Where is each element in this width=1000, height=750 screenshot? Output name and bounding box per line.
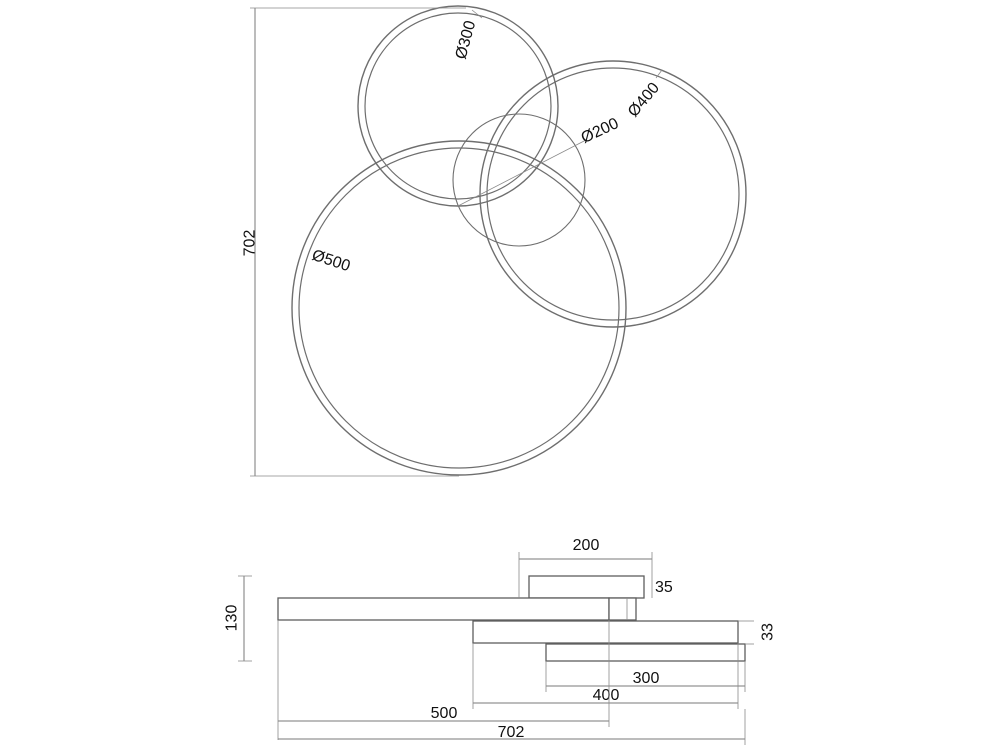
height-label-35: 35 bbox=[655, 579, 673, 596]
height-label-130: 130 bbox=[223, 604, 241, 632]
center-disc-diameter-label: Ø200 bbox=[578, 115, 622, 147]
ring-small-diameter-label: Ø300 bbox=[452, 18, 480, 62]
ring-300-bar bbox=[546, 644, 745, 661]
width-label-702: 702 bbox=[497, 724, 525, 741]
ring-500-bar bbox=[278, 598, 609, 620]
connector-block bbox=[609, 598, 636, 620]
height-dimension-130 bbox=[224, 576, 253, 661]
ring-400-bar bbox=[473, 621, 738, 643]
width-label-300: 300 bbox=[632, 670, 660, 687]
height-label-702: 702 bbox=[241, 229, 259, 257]
ring-right bbox=[480, 61, 746, 327]
width-dimension-702 bbox=[278, 709, 745, 745]
top-view bbox=[242, 6, 747, 476]
width-label-400: 400 bbox=[592, 687, 620, 704]
ring-large-diameter-label: Ø500 bbox=[309, 246, 353, 276]
height-label-33: 33 bbox=[759, 623, 777, 641]
height-dimension-33 bbox=[738, 621, 777, 644]
width-dimension-300 bbox=[546, 661, 745, 692]
width-label-500: 500 bbox=[430, 705, 458, 722]
ring-large bbox=[292, 141, 626, 475]
disc-leader-line bbox=[458, 140, 586, 206]
side-view bbox=[224, 537, 777, 745]
ring-right-diameter-label: Ø400 bbox=[624, 79, 664, 121]
top-piece bbox=[529, 576, 644, 598]
height-dimension-702 bbox=[242, 8, 467, 476]
width-label-200: 200 bbox=[572, 537, 600, 554]
